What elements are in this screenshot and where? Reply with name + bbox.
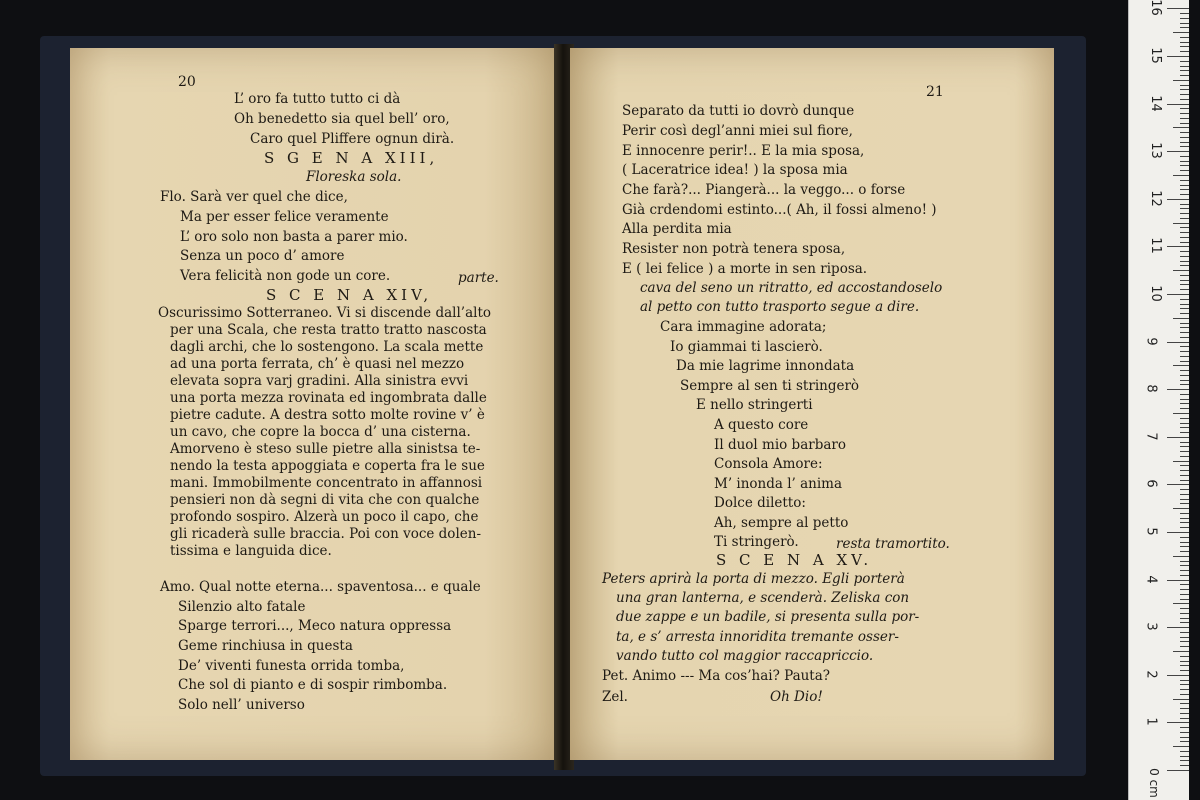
- ruler-minor-tick: [1180, 132, 1189, 133]
- ruler-minor-tick: [1180, 527, 1189, 528]
- ruler-number: 6: [1143, 479, 1159, 489]
- ruler-minor-tick: [1180, 622, 1189, 623]
- ruler-tick: [1167, 389, 1189, 390]
- ruler-minor-tick: [1180, 618, 1189, 619]
- ruler-minor-tick: [1180, 337, 1189, 338]
- verse-line: Ti stringerò.: [714, 534, 799, 550]
- ruler-minor-tick: [1180, 499, 1189, 500]
- ruler-number: 9: [1143, 336, 1159, 346]
- ruler-minor-tick: [1180, 513, 1189, 514]
- verse-line: ( Laceratrice idea! ) la sposa mia: [622, 162, 848, 178]
- stage-direction: Oscurissimo Sotterraneo. Vi si discende dall’alto: [158, 305, 491, 321]
- ruler-minor-tick: [1173, 651, 1189, 652]
- ruler-minor-tick: [1180, 156, 1189, 157]
- ruler-minor-tick: [1180, 94, 1189, 95]
- ruler-minor-tick: [1180, 213, 1189, 214]
- ruler-minor-tick: [1180, 313, 1189, 314]
- ruler-minor-tick: [1180, 42, 1189, 43]
- verse-line: Già crdendomi estinto...( Ah, il fossi almeno! ): [622, 202, 937, 218]
- ruler-minor-tick: [1180, 551, 1189, 552]
- ruler-minor-tick: [1180, 727, 1189, 728]
- stage-direction: tissima e languida dice.: [170, 543, 332, 559]
- ruler-minor-tick: [1180, 304, 1189, 305]
- verse-line: Consola Amore:: [714, 456, 823, 472]
- ruler-minor-tick: [1180, 522, 1189, 523]
- ruler-minor-tick: [1180, 289, 1189, 290]
- ruler-minor-tick: [1180, 251, 1189, 252]
- ruler-minor-tick: [1180, 423, 1189, 424]
- ruler-minor-tick: [1180, 113, 1189, 114]
- ruler-minor-tick: [1180, 475, 1189, 476]
- ruler-minor-tick: [1180, 118, 1189, 119]
- ruler-minor-tick: [1180, 375, 1189, 376]
- ruler-minor-tick: [1180, 542, 1189, 543]
- stage-direction: ad una porta ferrata, ch’ è quasi nel mezzo: [170, 356, 465, 372]
- ruler-minor-tick: [1180, 751, 1189, 752]
- ruler-minor-tick: [1180, 161, 1189, 162]
- ruler-minor-tick: [1180, 361, 1189, 362]
- ruler-minor-tick: [1180, 403, 1189, 404]
- ruler-minor-tick: [1180, 180, 1189, 181]
- ruler-minor-tick: [1180, 332, 1189, 333]
- dialogue-line: Flo. Sarà ver quel che dice,: [160, 189, 348, 205]
- ruler-tick: [1167, 770, 1189, 771]
- ruler-minor-tick: [1180, 613, 1189, 614]
- ruler-minor-tick: [1180, 456, 1189, 457]
- stage-direction: due zappe e un badile, si presenta sulla por-: [616, 609, 920, 625]
- stage-direction: elevata sopra varj gradini. Alla sinistra evvi: [170, 373, 469, 389]
- verse-line: A questo core: [714, 417, 809, 433]
- ruler-minor-tick: [1180, 494, 1189, 495]
- ruler-tick: [1167, 199, 1189, 200]
- ruler-minor-tick: [1180, 284, 1189, 285]
- ruler-minor-tick: [1173, 461, 1189, 462]
- ruler-minor-tick: [1180, 446, 1189, 447]
- verse-line: E ( lei felice ) a morte in sen riposa.: [622, 261, 868, 277]
- ruler-minor-tick: [1180, 380, 1189, 381]
- ruler-minor-tick: [1173, 365, 1189, 366]
- ruler-tick: [1167, 342, 1189, 343]
- scene-heading: S C E N A XV.: [716, 551, 873, 569]
- ruler-minor-tick: [1180, 546, 1189, 547]
- ruler-minor-tick: [1180, 703, 1189, 704]
- stage-direction: vando tutto col maggior raccapriccio.: [616, 648, 874, 664]
- ruler-minor-tick: [1180, 489, 1189, 490]
- verse-line: Separato da tutti io dovrò dunque: [622, 103, 855, 119]
- ruler-number: 11: [1147, 237, 1163, 255]
- ruler-tick: [1167, 580, 1189, 581]
- ruler-minor-tick: [1180, 689, 1189, 690]
- ruler-minor-tick: [1180, 185, 1189, 186]
- ruler-minor-tick: [1180, 308, 1189, 309]
- ruler-minor-tick: [1180, 465, 1189, 466]
- stage-direction: una gran lanterna, e scenderà. Zeliska con: [616, 590, 910, 606]
- ruler-minor-tick: [1180, 418, 1189, 419]
- ruler-minor-tick: [1180, 137, 1189, 138]
- verse-line: Alla perdita mia: [622, 221, 732, 237]
- ruler-minor-tick: [1180, 13, 1189, 14]
- ruler-minor-tick: [1180, 370, 1189, 371]
- verse-line: Silenzio alto fatale: [178, 599, 306, 615]
- ruler-minor-tick: [1173, 413, 1189, 414]
- ruler-minor-tick: [1180, 737, 1189, 738]
- ruler-minor-tick: [1180, 299, 1189, 300]
- verse-line: Caro quel Pliffere ognun dirà.: [250, 131, 455, 147]
- ruler-number: 13: [1147, 142, 1163, 159]
- ruler-tick: [1167, 437, 1189, 438]
- ruler-number: 1: [1143, 717, 1159, 727]
- ruler-minor-tick: [1173, 746, 1189, 747]
- ruler-minor-tick: [1180, 146, 1189, 147]
- ruler-minor-tick: [1173, 699, 1189, 700]
- ruler-minor-tick: [1180, 384, 1189, 385]
- ruler-minor-tick: [1180, 480, 1189, 481]
- stage-direction: un cavo, che copre la bocca d’ una cisterna.: [170, 424, 471, 440]
- ruler-minor-tick: [1180, 408, 1189, 409]
- verse-line: Ah, sempre al petto: [714, 515, 849, 531]
- ruler-minor-tick: [1180, 570, 1189, 571]
- ruler-minor-tick: [1180, 351, 1189, 352]
- verse-line: Sparge terrori..., Meco natura oppressa: [178, 618, 452, 634]
- stage-direction: Peters aprirà la porta di mezzo. Egli porterà: [602, 571, 905, 587]
- dialogue-line: Amo. Qual notte eterna... spaventosa... e quale: [160, 579, 481, 595]
- ruler-minor-tick: [1180, 218, 1189, 219]
- stage-direction: ta, e s’ arresta innoridita tremante osser-: [616, 629, 899, 645]
- ruler-number: 16: [1147, 0, 1163, 17]
- ruler-minor-tick: [1180, 280, 1189, 281]
- ruler-minor-tick: [1180, 575, 1189, 576]
- ruler-tick: [1167, 104, 1189, 105]
- verse-line: M’ inonda l’ anima: [714, 476, 843, 492]
- ruler-minor-tick: [1180, 265, 1189, 266]
- verse-line: Che farà?... Piangerà... la veggo... o forse: [622, 182, 906, 198]
- verse-line: Geme rinchiusa in questa: [178, 638, 353, 654]
- ruler-minor-tick: [1180, 237, 1189, 238]
- ruler-minor-tick: [1180, 432, 1189, 433]
- ruler-number: 15: [1147, 47, 1163, 64]
- ruler-minor-tick: [1180, 327, 1189, 328]
- ruler-minor-tick: [1180, 242, 1189, 243]
- ruler-minor-tick: [1180, 399, 1189, 400]
- ruler-minor-tick: [1180, 70, 1189, 71]
- ruler-number: 3: [1143, 622, 1159, 631]
- stage-direction: Amorveno è steso sulle pietre alla sinistsa te-: [170, 441, 481, 457]
- ruler-number: 2: [1143, 670, 1159, 679]
- stage-direction: resta tramortito.: [836, 536, 950, 552]
- ruler-tick: [1167, 722, 1189, 723]
- ruler-number: 7: [1143, 432, 1159, 441]
- ruler-minor-tick: [1180, 356, 1189, 357]
- ruler-tick: [1167, 532, 1189, 533]
- verse-line: Cara immagine adorata;: [660, 319, 827, 335]
- page-number: 21: [926, 84, 944, 100]
- ruler-minor-tick: [1180, 589, 1189, 590]
- ruler-tick: [1167, 675, 1189, 676]
- stage-direction: nendo la testa appoggiata e coperta fra le sue: [170, 458, 485, 474]
- verse-line: Resister non potrà tenera sposa,: [622, 241, 846, 257]
- stage-direction: una porta mezza rovinata ed ingombrata dalle: [170, 390, 487, 406]
- ruler-minor-tick: [1180, 204, 1189, 205]
- ruler-minor-tick: [1180, 537, 1189, 538]
- ruler-minor-tick: [1173, 127, 1189, 128]
- ruler-number: 5: [1143, 527, 1159, 536]
- ruler-tick: [1167, 484, 1189, 485]
- ruler-minor-tick: [1180, 518, 1189, 519]
- stage-direction: profondo sospiro. Alzerà un poco il capo, che: [170, 509, 479, 525]
- page-number: 20: [178, 74, 196, 90]
- ruler-minor-tick: [1180, 741, 1189, 742]
- ruler-minor-tick: [1180, 760, 1189, 761]
- ruler-minor-tick: [1180, 394, 1189, 395]
- stage-direction: al petto con tutto trasporto segue a dire.: [640, 299, 920, 315]
- verse-line: E innocenre perir!.. E la mia sposa,: [622, 143, 865, 159]
- ruler-minor-tick: [1180, 99, 1189, 100]
- ruler-minor-tick: [1180, 718, 1189, 719]
- ruler-minor-tick: [1180, 51, 1189, 52]
- stage-direction: pietre cadute. A destra sotto molte rovine v’ è: [170, 407, 485, 423]
- measuring-ruler: [1128, 0, 1189, 800]
- verse-line: Da mie lagrime innondata: [676, 358, 855, 374]
- ruler-minor-tick: [1180, 765, 1189, 766]
- verse-line: Solo nell’ universo: [178, 697, 305, 713]
- ruler-minor-tick: [1180, 608, 1189, 609]
- ruler-minor-tick: [1180, 170, 1189, 171]
- verse-line: Vera felicità non gode un core.: [180, 268, 391, 284]
- ruler-minor-tick: [1180, 123, 1189, 124]
- verse-line: E nello stringerti: [696, 397, 813, 413]
- ruler-minor-tick: [1173, 318, 1189, 319]
- ruler-minor-tick: [1180, 142, 1189, 143]
- verse-line: L’ oro solo non basta a parer mio.: [180, 229, 408, 245]
- dialogue-line: Pet. Animo --- Ma cos’hai? Pauta?: [602, 668, 831, 684]
- ruler-minor-tick: [1180, 637, 1189, 638]
- ruler-minor-tick: [1180, 565, 1189, 566]
- stage-direction: per una Scala, che resta tratto tratto nascosta: [170, 322, 487, 338]
- ruler-minor-tick: [1180, 85, 1189, 86]
- stage-direction: dagli archi, che lo sostengono. La scala mette: [170, 339, 484, 355]
- ruler-minor-tick: [1180, 18, 1189, 19]
- verse-line: Io giammai ti lascierò.: [670, 339, 823, 355]
- ruler-tick: [1167, 151, 1189, 152]
- ruler-tick: [1167, 246, 1189, 247]
- ruler-minor-tick: [1180, 632, 1189, 633]
- ruler-minor-tick: [1180, 584, 1189, 585]
- ruler-minor-tick: [1180, 37, 1189, 38]
- ruler-minor-tick: [1180, 189, 1189, 190]
- ruler-minor-tick: [1180, 208, 1189, 209]
- ruler-minor-tick: [1180, 346, 1189, 347]
- ruler-minor-tick: [1173, 32, 1189, 33]
- ruler-minor-tick: [1180, 670, 1189, 671]
- verse-line: Dolce diletto:: [714, 495, 806, 511]
- verse-line: Ma per esser felice veramente: [180, 209, 389, 225]
- ruler-minor-tick: [1180, 646, 1189, 647]
- stage-direction: mani. Immobilmente concentrato in affannosi: [170, 475, 483, 491]
- ruler-minor-tick: [1180, 256, 1189, 257]
- scene-heading: S G E N A XIII,: [264, 149, 439, 167]
- ruler-minor-tick: [1180, 27, 1189, 28]
- ruler-minor-tick: [1180, 194, 1189, 195]
- ruler-minor-tick: [1180, 661, 1189, 662]
- ruler-minor-tick: [1180, 694, 1189, 695]
- ruler-minor-tick: [1180, 23, 1189, 24]
- ruler-minor-tick: [1180, 732, 1189, 733]
- ruler-minor-tick: [1173, 270, 1189, 271]
- ruler-number: 10: [1147, 285, 1163, 302]
- verse-line: Che sol di pianto e di sospir rimbomba.: [178, 677, 448, 693]
- ruler-minor-tick: [1180, 503, 1189, 504]
- ruler-minor-tick: [1180, 275, 1189, 276]
- speaker-label: Zel.: [602, 689, 628, 705]
- ruler-minor-tick: [1180, 713, 1189, 714]
- stage-direction: gli ricaderà sulle braccia. Poi con voce dolen-: [170, 526, 482, 542]
- stage-direction: pensieri non dà segni di vita che con qualche: [170, 492, 480, 508]
- scene-heading: S C E N A XIV,: [266, 286, 433, 304]
- ruler-minor-tick: [1180, 684, 1189, 685]
- ruler-minor-tick: [1173, 223, 1189, 224]
- ruler-minor-tick: [1180, 66, 1189, 67]
- ruler-minor-tick: [1180, 594, 1189, 595]
- ruler-number: 8: [1143, 384, 1159, 393]
- ruler-minor-tick: [1180, 323, 1189, 324]
- ruler-minor-tick: [1180, 61, 1189, 62]
- ruler-tick: [1167, 56, 1189, 57]
- verse-line: Oh benedetto sia quel bell’ oro,: [234, 111, 450, 127]
- ruler-minor-tick: [1180, 227, 1189, 228]
- ruler-minor-tick: [1180, 442, 1189, 443]
- ruler-minor-tick: [1180, 470, 1189, 471]
- ruler-minor-tick: [1180, 599, 1189, 600]
- ruler-number: 14: [1147, 94, 1163, 112]
- ruler-minor-tick: [1180, 232, 1189, 233]
- verse-line: L’ oro fa tutto tutto ci dà: [234, 91, 401, 107]
- ruler-minor-tick: [1180, 656, 1189, 657]
- ruler-minor-tick: [1180, 165, 1189, 166]
- ruler-minor-tick: [1180, 75, 1189, 76]
- ruler-minor-tick: [1180, 665, 1189, 666]
- ruler-minor-tick: [1173, 556, 1189, 557]
- ruler-minor-tick: [1180, 708, 1189, 709]
- ruler-number: 12: [1147, 190, 1163, 207]
- stage-direction: cava del seno un ritratto, ed accostandoselo: [640, 280, 943, 296]
- ruler-unit-label: 0 cm: [1146, 768, 1161, 798]
- ruler-minor-tick: [1180, 680, 1189, 681]
- ruler-minor-tick: [1180, 561, 1189, 562]
- ruler-minor-tick: [1180, 261, 1189, 262]
- right-page: [570, 48, 1054, 760]
- ruler-minor-tick: [1173, 603, 1189, 604]
- ruler-tick: [1167, 294, 1189, 295]
- stage-direction: parte.: [458, 270, 499, 286]
- ruler-minor-tick: [1180, 108, 1189, 109]
- ruler-number: 4: [1143, 574, 1159, 584]
- ruler-minor-tick: [1173, 175, 1189, 176]
- ruler-minor-tick: [1180, 451, 1189, 452]
- ruler-tick: [1167, 8, 1189, 9]
- ruler-tick: [1167, 627, 1189, 628]
- ruler-minor-tick: [1173, 80, 1189, 81]
- ruler-minor-tick: [1180, 427, 1189, 428]
- verse-line: De’ viventi funesta orrida tomba,: [178, 658, 405, 674]
- ruler-minor-tick: [1180, 46, 1189, 47]
- left-page: [70, 48, 558, 760]
- verse-line: Sempre al sen ti stringerò: [680, 378, 860, 394]
- dialogue-line: Oh Dio!: [770, 689, 823, 705]
- verse-line: Senza un poco d’ amore: [180, 248, 345, 264]
- ruler-minor-tick: [1180, 641, 1189, 642]
- ruler-minor-tick: [1180, 89, 1189, 90]
- verse-line: Il duol mio barbaro: [714, 437, 846, 453]
- stage-direction: Floreska sola.: [306, 169, 402, 185]
- verse-line: Perir così degl’anni miei sul fiore,: [622, 123, 853, 139]
- ruler-minor-tick: [1180, 756, 1189, 757]
- ruler-minor-tick: [1173, 508, 1189, 509]
